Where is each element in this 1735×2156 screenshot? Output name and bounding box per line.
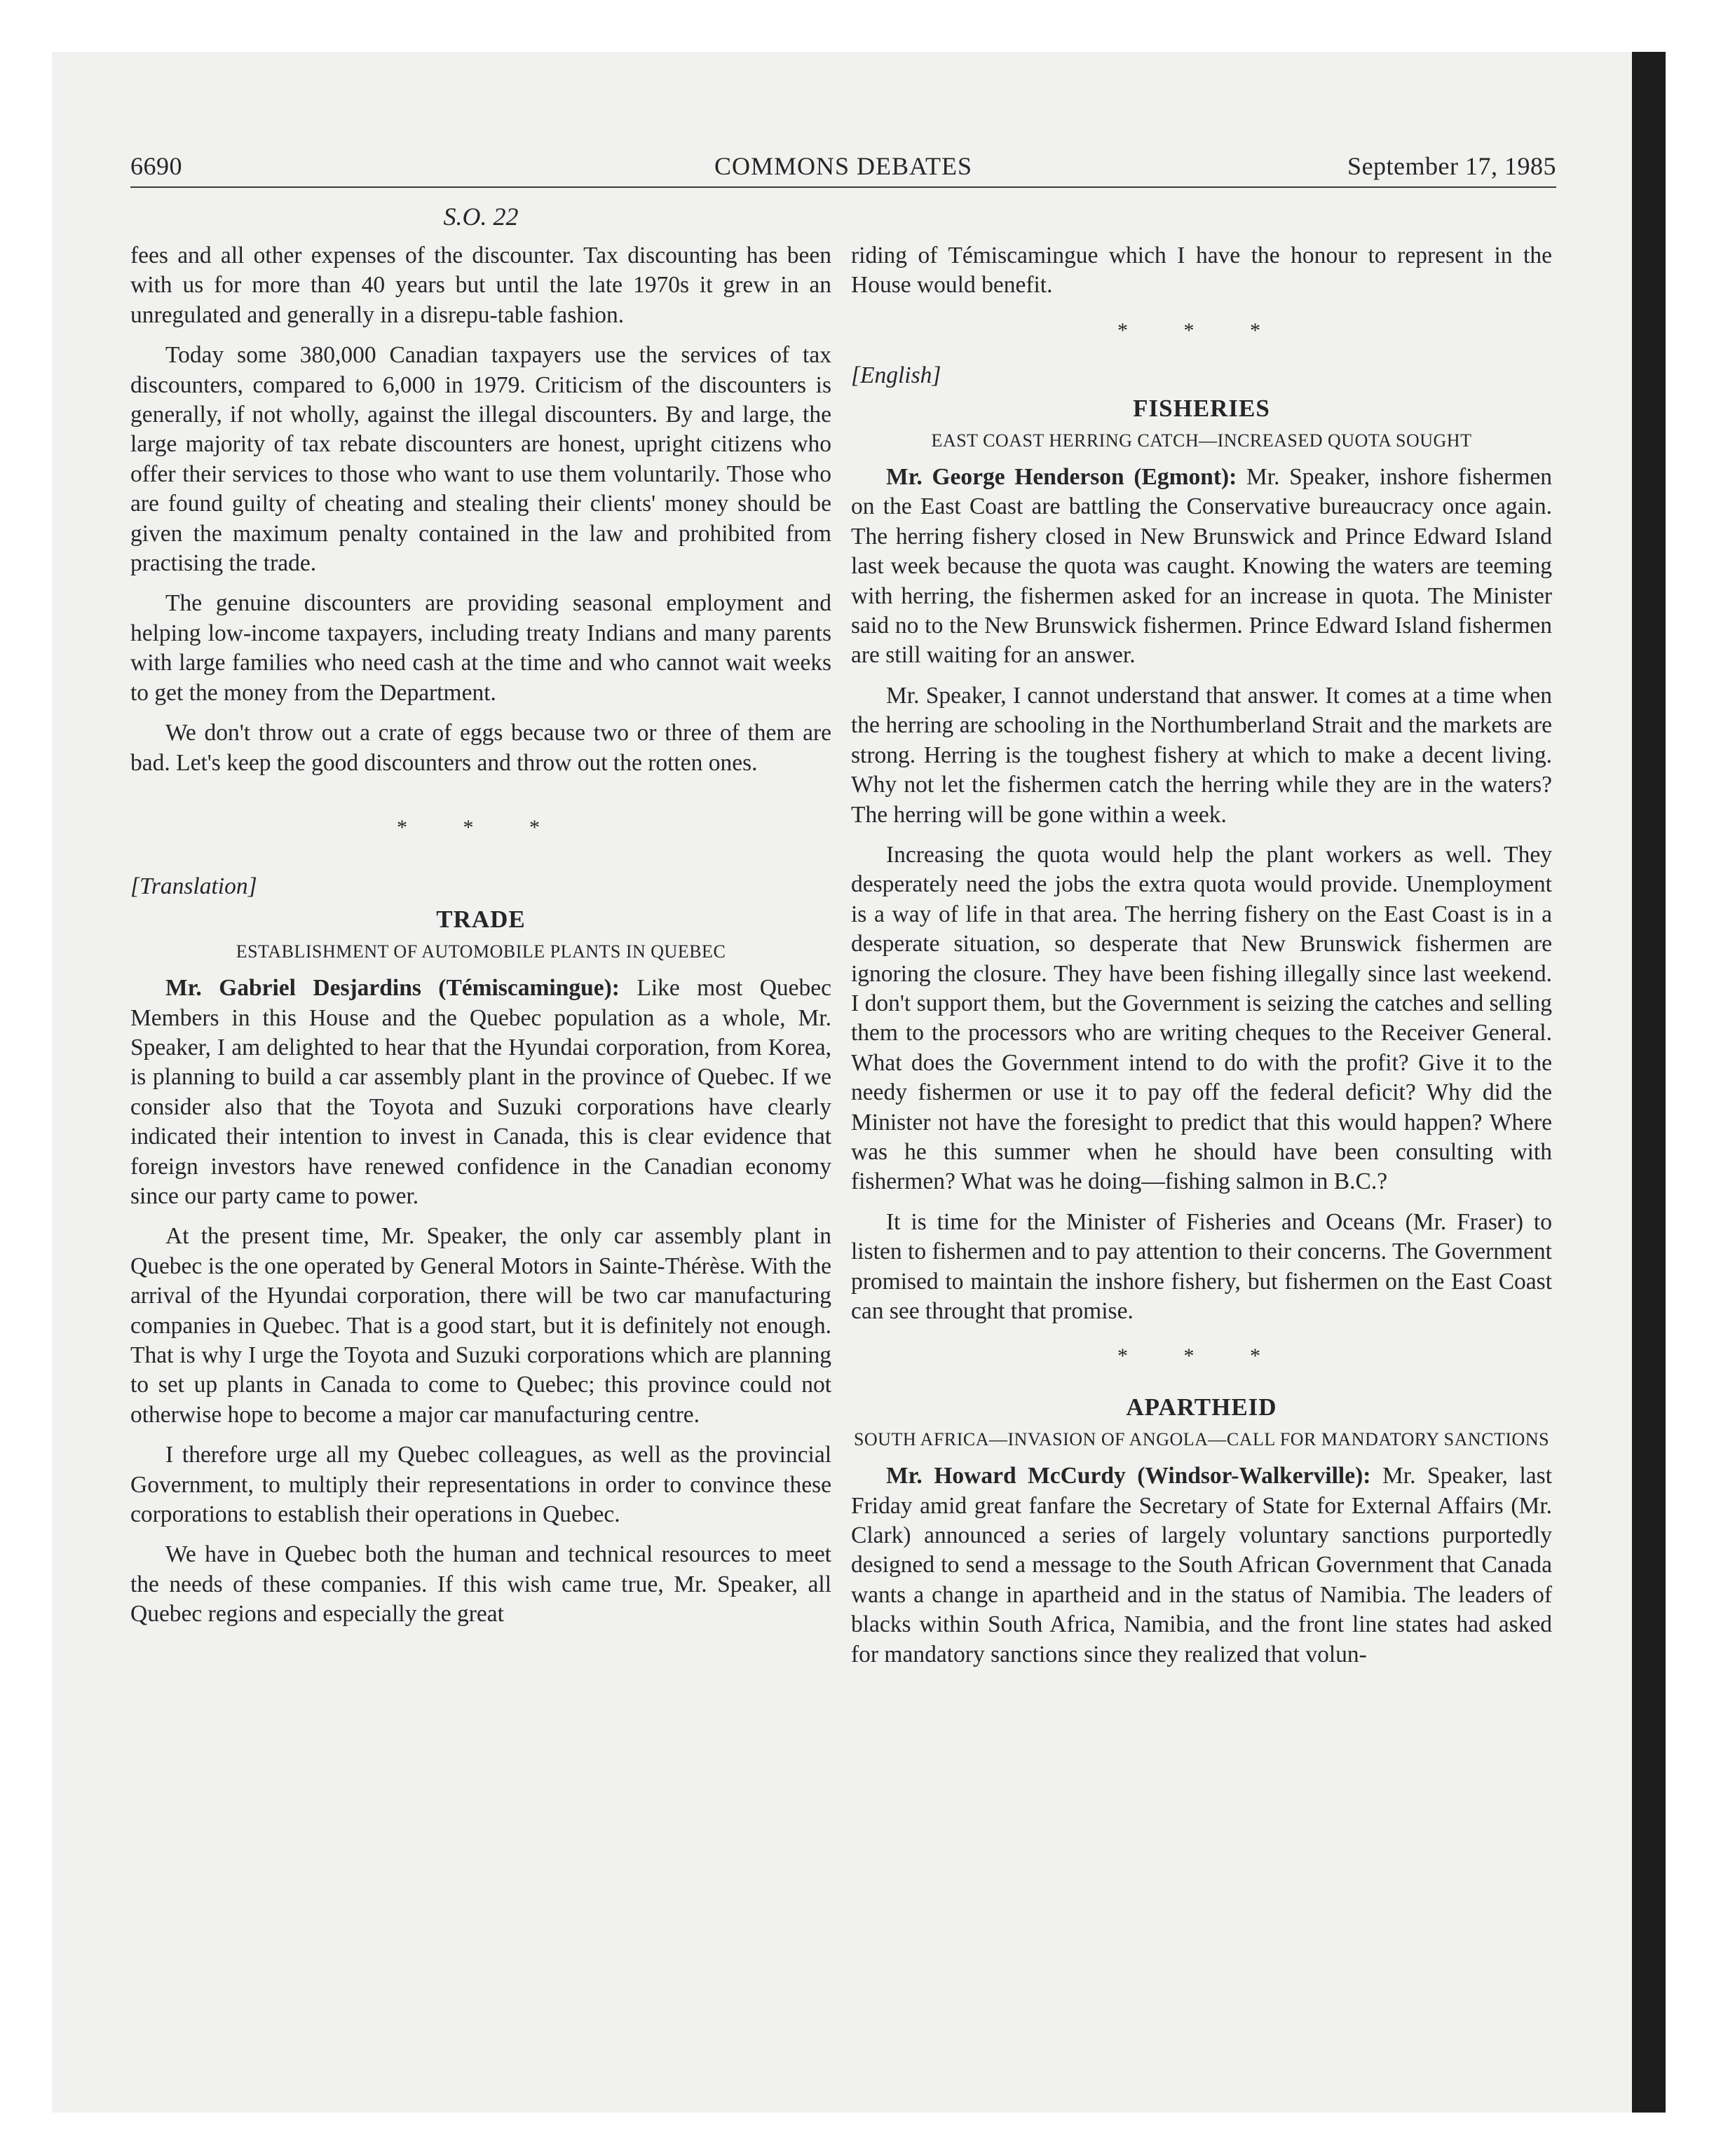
paragraph: We have in Quebec both the human and technical resources to meet the needs of these companies. If this wish came true, Mr. Speaker, all Quebec regions and especially the great	[130, 1541, 831, 1628]
running-header	[130, 151, 1556, 184]
paragraph: riding of Témiscamingue which I have the honour to represent in the House would benefit.	[851, 243, 1552, 299]
section-separator: * * *	[397, 815, 565, 839]
rubric-heading: APARTHEID	[1126, 1393, 1277, 1421]
speaker-name: Mr. Howard McCurdy (Windsor-Walkerville):	[886, 1463, 1371, 1489]
speech-text: Mr. Speaker, inshore fishermen on the East Coast are battling the Conservative bureaucracy once again. The herring fishery closed in New Brunswick and Prince Edward Island last week because the quota was caught. Knowing the waters are teeming with herring, the fishermen asked for an increase in quota. The Minister said no to the New Brunswick fishermen. Prince Edward Island fishermen are still waiting for an answer.	[851, 464, 1553, 669]
speech-paragraph	[851, 1461, 1552, 1670]
paragraph: At the present time, Mr. Speaker, the only car assembly plant in Quebec is the one operated by General Motors in Sainte-Thérèse. With the arrival of the Hyundai corporation, there will be two car manufacturing companies in Quebec. That is a good start, but it is definitely not enough. That is why I urge the Toyota and Suzuki corporations which are planning to set up plants in Canada to come to Quebec; this province could not otherwise hope to become a major car manufacturing centre.	[130, 1223, 831, 1428]
paragraph: I therefore urge all my Quebec colleagues, as well as the provincial Government, to multiply their representations in order to convince these corporations to establish their operations in Quebec.	[130, 1442, 831, 1528]
rubric-heading: FISHERIES	[1133, 394, 1270, 422]
subrubric-heading: ESTABLISHMENT OF AUTOMOBILE PLANTS IN QUEBEC	[236, 941, 726, 962]
speaker-name: Mr. Gabriel Desjardins (Témiscamingue):	[165, 975, 620, 1002]
language-tag: [Translation]	[130, 873, 257, 900]
scan-edge-shadow	[1632, 52, 1666, 2113]
speech-text: Mr. Speaker, last Friday amid great fanfare the Secretary of State for External Affairs (Mr. Clark) announced a series of largely voluntary sanctions purportedly designed to send a message to the South African Government that Canada wants a change in apartheid and in the status of Namibia. The leaders of blacks within South Africa, Namibia, and the front line states had asked for mandatory sanctions since they realized that volun-	[851, 1463, 1553, 1667]
section-label: S.O. 22	[443, 203, 519, 231]
header-date: September 17, 1985	[1347, 152, 1556, 180]
speaker-name: Mr. George Henderson (Egmont):	[886, 464, 1237, 491]
subrubric-heading: EAST COAST HERRING CATCH—INCREASED QUOTA SOUGHT	[931, 430, 1472, 451]
rubric-heading: TRADE	[436, 905, 526, 933]
subrubric-heading: SOUTH AFRICA—INVASION OF ANGOLA—CALL FOR MANDATORY SANCTIONS	[853, 1429, 1550, 1450]
paragraph: The genuine discounters are providing seasonal employment and helping low-income taxpayers, including treaty Indians and many parents with large families who need cash at the time and who cannot wait weeks to get the money from the Department.	[130, 590, 831, 706]
paragraph: Today some 380,000 Canadian taxpayers use the services of tax discounters, compared to 6,000 in 1979. Criticism of the discounters is generally, if not wholly, against the illegal discounters. By and large, the large majority of tax rebate discounters are honest, upright citizens who offer their services to those who want to use them voluntarily. Those who are found guilty of cheating and stealing their clients' money should be given the maximum penalty contained in the law and prohibited from practising the trade.	[130, 342, 831, 577]
paragraph: Increasing the quota would help the plant workers as well. They desperately need the jobs the extra quota would provide. Unemployment is a way of life in that area. The herring fishery on the East Coast is in a desperate situation, so desperate that New Brunswick fishermen are ignoring the closure. They have been fishing illegally since last weekend. I don't support them, but the Government is seizing the catches and selling them to the processors who are writing cheques to the Receiver General. What does the Government intend to do with the profit? Give it to the needy fishermen or use it to pay off the federal deficit? Why did the Minister not have the foresight to predict that this would happen? Where was he this summer when he should have been consulting with fishermen? What was he doing—fishing salmon in B.C.?	[851, 841, 1552, 1195]
paragraph: Mr. Speaker, I cannot understand that answer. It comes at a time when the herring are schooling in the Northumberland Strait and the markets are strong. Herring is the toughest fishery at which to make a decent living. Why not let the fishermen catch the herring while they are in the waters? The herring will be gone within a week.	[851, 682, 1552, 828]
paragraph: It is time for the Minister of Fisheries and Oceans (Mr. Fraser) to listen to fishermen and to pay attention to their concerns. The Government promised to maintain the inshore fishery, but fishermen on the East Coast can see throught that promise.	[851, 1208, 1552, 1324]
left-column	[130, 241, 831, 1640]
speech-paragraph	[851, 463, 1552, 671]
section-separator: * * *	[1117, 318, 1286, 342]
page-number: 6690	[130, 152, 182, 180]
language-tag: [English]	[851, 362, 941, 389]
paragraph: We don't throw out a crate of eggs because two or three of them are bad. Let's keep the good discounters and throw out the rotten ones.	[130, 720, 831, 776]
paragraph: fees and all other expenses of the discounter. Tax discounting has been with us for more than 40 years but until the late 1970s it grew in an unregulated and generally in a disrepu-table fashion.	[130, 243, 831, 328]
section-separator: * * *	[1117, 1344, 1286, 1368]
speech-text: Like most Quebec Members in this House and the Quebec population as a whole, Mr. Speaker, I am delighted to hear that the Hyundai corporation, from Korea, is planning to build a car assembly plant in the province of Quebec. If we consider also that the Toyota and Suzuki corporations have clearly indicated their intention to invest in Canada, this is clear evidence that foreign investors have renewed confidence in the Canadian economy since our party came to power.	[130, 975, 832, 1209]
speech-paragraph	[130, 974, 831, 1211]
right-column	[851, 241, 1552, 1680]
header-rule	[130, 186, 1556, 188]
publication-title: COMMONS DEBATES	[714, 152, 973, 180]
